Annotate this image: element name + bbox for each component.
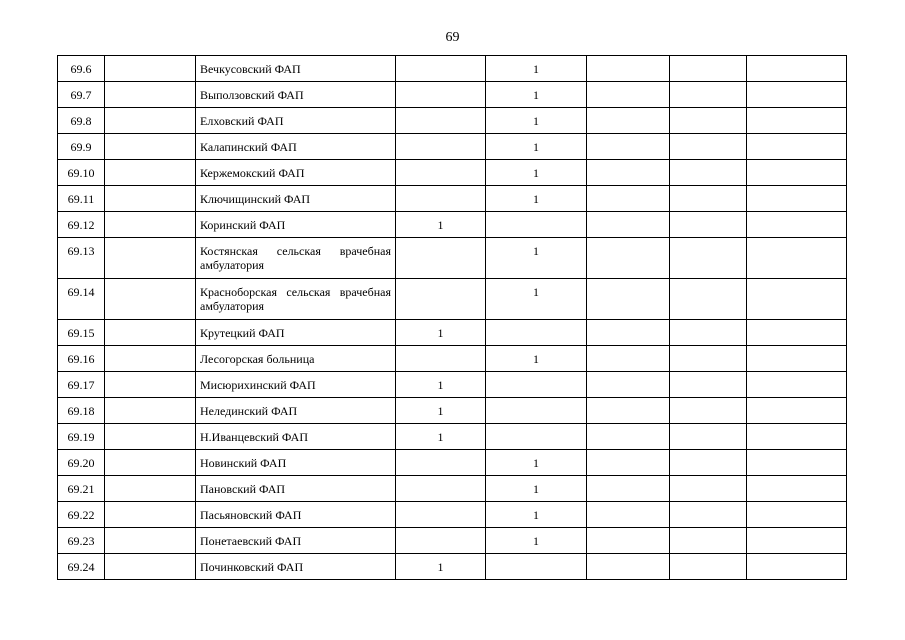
value-cell-col8 [747, 82, 847, 108]
value-cell-col7 [670, 134, 747, 160]
facility-name-cell [196, 134, 396, 160]
value-cell-col6 [587, 450, 670, 476]
value-cell-col5 [486, 398, 587, 424]
table-row [58, 320, 847, 346]
value-cell-col6 [587, 82, 670, 108]
table-row [58, 398, 847, 424]
value-cell-col7 [670, 320, 747, 346]
value-cell-col7 [670, 398, 747, 424]
facility-name: Ключищинский ФАП [200, 192, 311, 206]
value-cell-col6 [587, 108, 670, 134]
value-cell-col4 [396, 82, 486, 108]
value-cell-col4 [396, 238, 486, 279]
value-cell-col7 [670, 450, 747, 476]
value-cell-col5: 1 [486, 134, 587, 160]
row-number-cell: 69.10 [58, 160, 105, 186]
facility-name: Елховский ФАП [200, 114, 284, 128]
value-cell-col6 [587, 502, 670, 528]
value-cell-col7 [670, 528, 747, 554]
empty-cell [105, 398, 196, 424]
empty-cell [105, 502, 196, 528]
table-row [58, 346, 847, 372]
value-cell-col8 [747, 502, 847, 528]
table-row [58, 372, 847, 398]
value-cell-col8 [747, 476, 847, 502]
empty-cell [105, 186, 196, 212]
value-cell-col6 [587, 424, 670, 450]
row-number-cell: 69.19 [58, 424, 105, 450]
value-cell-col7 [670, 502, 747, 528]
facility-name-cell [196, 108, 396, 134]
value-cell-col7 [670, 476, 747, 502]
empty-cell [105, 424, 196, 450]
value-cell-col4 [396, 279, 486, 320]
value-cell-col5: 1 [486, 528, 587, 554]
row-number-cell: 69.15 [58, 320, 105, 346]
value-cell-col5: 1 [486, 56, 587, 82]
facility-name: Понетаевский ФАП [200, 534, 302, 548]
value-cell-col4 [396, 160, 486, 186]
row-number-cell: 69.24 [58, 554, 105, 580]
value-cell-col8 [747, 238, 847, 279]
facility-name: Лесогорская больница [200, 352, 315, 366]
empty-cell [105, 320, 196, 346]
value-cell-col8 [747, 279, 847, 320]
value-cell-col6 [587, 134, 670, 160]
empty-cell [105, 476, 196, 502]
facility-name-cell [196, 186, 396, 212]
value-cell-col7 [670, 372, 747, 398]
value-cell-col4 [396, 476, 486, 502]
value-cell-col8 [747, 372, 847, 398]
value-cell-col4: 1 [396, 424, 486, 450]
value-cell-col8 [747, 398, 847, 424]
value-cell-col7 [670, 346, 747, 372]
facility-name-cell [196, 476, 396, 502]
value-cell-col5 [486, 320, 587, 346]
value-cell-col4 [396, 346, 486, 372]
empty-cell [105, 279, 196, 320]
value-cell-col8 [747, 450, 847, 476]
table-row [58, 186, 847, 212]
table-row [58, 212, 847, 238]
facilities-table [57, 55, 847, 580]
table-body [58, 56, 847, 580]
value-cell-col4 [396, 56, 486, 82]
value-cell-col7 [670, 554, 747, 580]
value-cell-col6 [587, 160, 670, 186]
value-cell-col8 [747, 56, 847, 82]
facility-name-cell [196, 450, 396, 476]
value-cell-col5: 1 [486, 186, 587, 212]
empty-cell [105, 554, 196, 580]
value-cell-col8 [747, 528, 847, 554]
value-cell-col8 [747, 554, 847, 580]
facility-name: Нелединский ФАП [200, 404, 298, 418]
value-cell-col7 [670, 279, 747, 320]
table-row [58, 450, 847, 476]
page-number: 69 [445, 30, 460, 45]
value-cell-col5: 1 [486, 502, 587, 528]
facility-name: Починковский ФАП [200, 560, 304, 574]
table-row [58, 108, 847, 134]
value-cell-col7 [670, 424, 747, 450]
value-cell-col5: 1 [486, 160, 587, 186]
value-cell-col6 [587, 238, 670, 279]
value-cell-col8 [747, 186, 847, 212]
value-cell-col6 [587, 279, 670, 320]
empty-cell [105, 238, 196, 279]
row-number-cell: 69.17 [58, 372, 105, 398]
value-cell-col6 [587, 320, 670, 346]
row-number-cell: 69.8 [58, 108, 105, 134]
value-cell-col7 [670, 56, 747, 82]
value-cell-col5: 1 [486, 279, 587, 320]
value-cell-col5 [486, 372, 587, 398]
table-row [58, 134, 847, 160]
empty-cell [105, 212, 196, 238]
facility-name-cell [196, 238, 396, 279]
facility-name: Вечкусовский ФАП [200, 62, 301, 76]
value-cell-col6 [587, 554, 670, 580]
table-row [58, 554, 847, 580]
value-cell-col7 [670, 160, 747, 186]
value-cell-col6 [587, 212, 670, 238]
value-cell-col8 [747, 108, 847, 134]
facility-name: Пановский ФАП [200, 482, 286, 496]
empty-cell [105, 134, 196, 160]
value-cell-col5: 1 [486, 476, 587, 502]
empty-cell [105, 160, 196, 186]
facility-name-cell [196, 320, 396, 346]
facility-name-cell [196, 82, 396, 108]
table-row [58, 528, 847, 554]
facility-name-cell [196, 502, 396, 528]
table-row [58, 424, 847, 450]
value-cell-col6 [587, 186, 670, 212]
row-number-cell: 69.23 [58, 528, 105, 554]
table-row [58, 502, 847, 528]
facility-name: Новинский ФАП [200, 456, 287, 470]
facility-name: Мисюрихинский ФАП [200, 378, 316, 392]
value-cell-col4: 1 [396, 320, 486, 346]
value-cell-col6 [587, 372, 670, 398]
value-cell-col5 [486, 424, 587, 450]
value-cell-col6 [587, 346, 670, 372]
row-number-cell: 69.21 [58, 476, 105, 502]
value-cell-col4 [396, 502, 486, 528]
value-cell-col6 [587, 398, 670, 424]
value-cell-col7 [670, 82, 747, 108]
empty-cell [105, 346, 196, 372]
empty-cell [105, 108, 196, 134]
row-number-cell: 69.20 [58, 450, 105, 476]
facility-name-cell [196, 279, 396, 320]
facility-name: Калапинский ФАП [200, 140, 297, 154]
facility-name-cell [196, 372, 396, 398]
value-cell-col4 [396, 186, 486, 212]
value-cell-col4: 1 [396, 554, 486, 580]
value-cell-col5: 1 [486, 82, 587, 108]
value-cell-col6 [587, 476, 670, 502]
row-number-cell: 69.12 [58, 212, 105, 238]
table-row [58, 160, 847, 186]
value-cell-col8 [747, 320, 847, 346]
value-cell-col8 [747, 160, 847, 186]
facility-name: Н.Иванцевский ФАП [200, 430, 308, 444]
value-cell-col5: 1 [486, 450, 587, 476]
facility-name-cell [196, 56, 396, 82]
value-cell-col6 [587, 528, 670, 554]
row-number-cell: 69.18 [58, 398, 105, 424]
facility-name-cell [196, 398, 396, 424]
facility-name: Коринский ФАП [200, 218, 286, 232]
empty-cell [105, 372, 196, 398]
value-cell-col6 [587, 56, 670, 82]
facility-name: Костянская сельская врачебная амбулатория [200, 244, 391, 272]
value-cell-col7 [670, 238, 747, 279]
value-cell-col4 [396, 134, 486, 160]
value-cell-col8 [747, 424, 847, 450]
facility-name: Красноборская сельская врачебная амбулатория [200, 285, 391, 313]
value-cell-col5: 1 [486, 238, 587, 279]
row-number-cell: 69.13 [58, 238, 105, 279]
value-cell-col7 [670, 212, 747, 238]
value-cell-col4 [396, 450, 486, 476]
table-row [58, 238, 847, 279]
row-number-cell: 69.14 [58, 279, 105, 320]
value-cell-col8 [747, 212, 847, 238]
facility-name-cell [196, 212, 396, 238]
value-cell-col5: 1 [486, 108, 587, 134]
value-cell-col8 [747, 134, 847, 160]
value-cell-col7 [670, 108, 747, 134]
table-row [58, 56, 847, 82]
facility-name-cell [196, 346, 396, 372]
table-row [58, 82, 847, 108]
value-cell-col4: 1 [396, 372, 486, 398]
table-row [58, 476, 847, 502]
row-number-cell: 69.7 [58, 82, 105, 108]
empty-cell [105, 450, 196, 476]
value-cell-col8 [747, 346, 847, 372]
facility-name: Выползовский ФАП [200, 88, 304, 102]
value-cell-col4: 1 [396, 398, 486, 424]
value-cell-col5 [486, 212, 587, 238]
row-number-cell: 69.11 [58, 186, 105, 212]
facility-name-cell [196, 424, 396, 450]
table-row [58, 279, 847, 320]
value-cell-col4: 1 [396, 212, 486, 238]
value-cell-col4 [396, 528, 486, 554]
facility-name: Кержемокский ФАП [200, 166, 305, 180]
row-number-cell: 69.16 [58, 346, 105, 372]
facility-name: Крутецкий ФАП [200, 326, 285, 340]
value-cell-col5: 1 [486, 346, 587, 372]
empty-cell [105, 82, 196, 108]
facility-name: Пасьяновский ФАП [200, 508, 302, 522]
row-number-cell: 69.6 [58, 56, 105, 82]
empty-cell [105, 56, 196, 82]
value-cell-col7 [670, 186, 747, 212]
empty-cell [105, 528, 196, 554]
facility-name-cell [196, 160, 396, 186]
value-cell-col5 [486, 554, 587, 580]
value-cell-col4 [396, 108, 486, 134]
facility-name-cell [196, 528, 396, 554]
row-number-cell: 69.9 [58, 134, 105, 160]
row-number-cell: 69.22 [58, 502, 105, 528]
facility-name-cell [196, 554, 396, 580]
